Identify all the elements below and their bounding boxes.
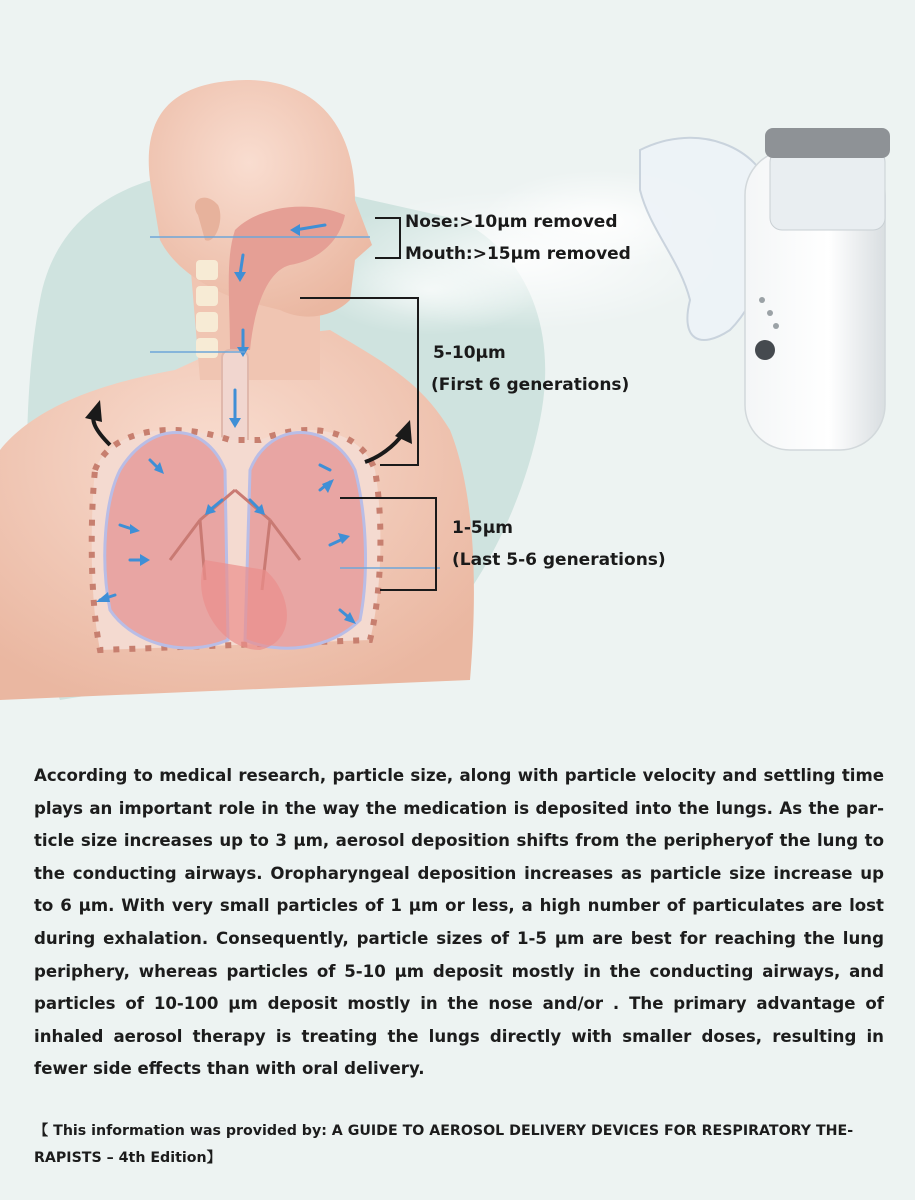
mouth-label: Mouth:>15μm removed <box>405 244 631 264</box>
spine-vertebra <box>196 338 218 358</box>
power-button <box>755 340 775 360</box>
nebulizer-lid <box>765 128 890 158</box>
indicator-dot <box>767 310 773 316</box>
indicator-dot <box>773 323 779 329</box>
nose-label: Nose:>10μm removed <box>405 212 618 232</box>
upper-airway-generation-label: (First 6 generations) <box>431 375 630 395</box>
spine-vertebra <box>196 260 218 280</box>
upper-airway-size-label: 5-10μm <box>433 343 506 363</box>
indicator-dot <box>759 297 765 303</box>
lower-airway-size-label: 1-5μm <box>452 518 513 538</box>
source-citation <box>34 1118 884 1172</box>
citation-text: This information was provided by: A GUIDE TO AEROSOL DELIVERY DEVICES FOR RESPIRATORY THE-RAPISTS – 4th Edition <box>34 1123 854 1166</box>
citation-close-bracket: 】 <box>206 1150 221 1166</box>
body-paragraph: According to medical research, particle size, along with particle velocity and settling time plays an important role in the way the medication is deposited into the lungs. As the particle size increases up to 3 μm, aerosol deposition shifts from the peripheryof the lung to the conducting airways. Oropharyngeal deposition increases as particle size increase up to 6 μm. With very small particles of 1 μm or less, a high number of particulates are lost during exhalation. Consequently, particle sizes of 1-5 μm are best for reaching the lung periphery, whereas particles of 5-10 μm deposit mostly in the conducting airways, and particles of 10-100 μm deposit mostly in the nose and/or . The primary advantage of inhaled aerosol therapy is treating the lungs directly with smaller doses, resulting in fewer side effects than with oral delivery. <box>34 766 884 1079</box>
lower-airway-generation-label: (Last 5-6 generations) <box>452 550 666 570</box>
spine-vertebra <box>196 286 218 306</box>
spine-vertebra <box>196 312 218 332</box>
citation-open-bracket: 【 <box>34 1123 49 1139</box>
medicine-cup <box>770 150 885 230</box>
